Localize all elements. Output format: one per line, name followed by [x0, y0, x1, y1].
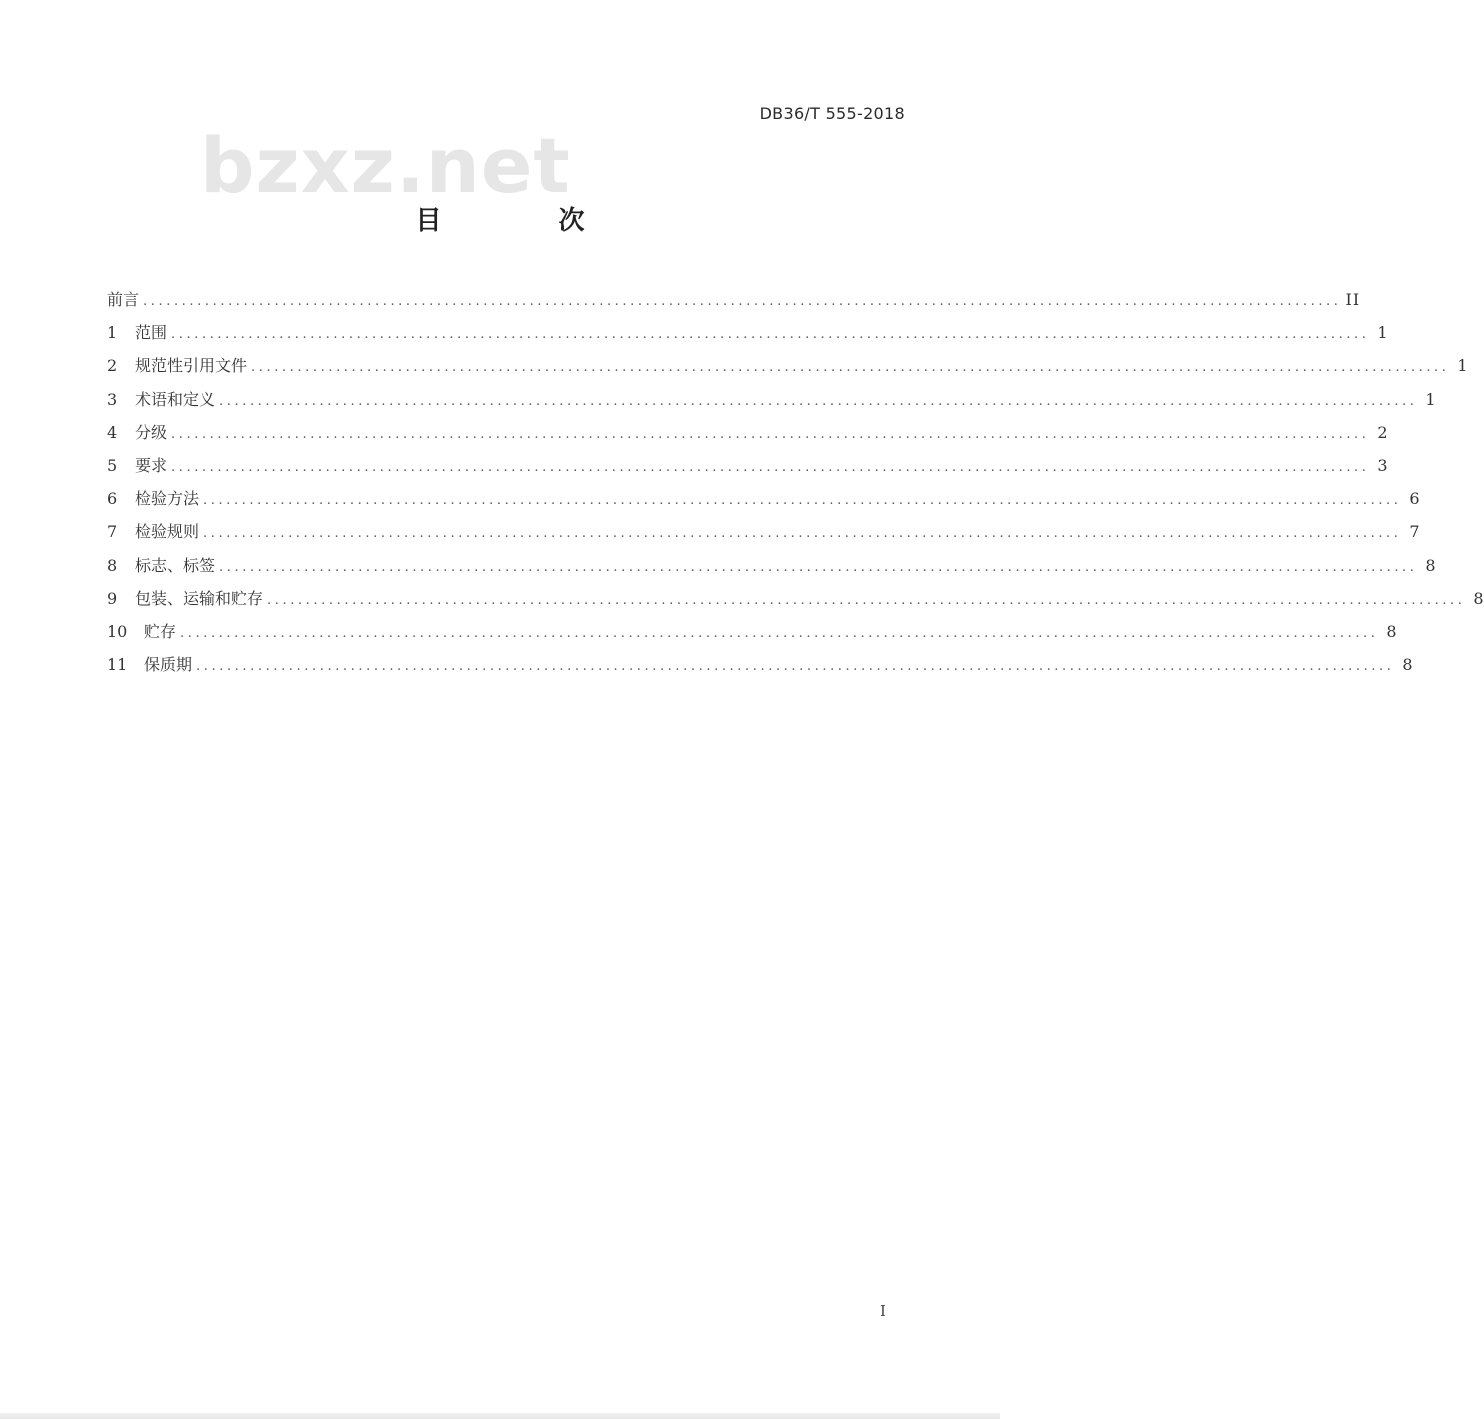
toc-entry-label: 范围 — [135, 323, 168, 343]
toc-leader-dots: ........................................................................................................................................................... — [171, 327, 1370, 343]
toc-entry-page: 8 — [1402, 655, 1413, 675]
toc-entry-number: 11 — [107, 655, 128, 675]
toc-leader-dots: ........................................................................................................................................................... — [143, 294, 1342, 309]
standard-code: DB36/T 555-2018 — [759, 104, 905, 123]
toc-leader-dots: ........................................................................................................................................................... — [196, 659, 1395, 675]
toc-entry-storage[interactable] — [107, 619, 1397, 652]
toc-entry-number: 5 — [107, 455, 118, 475]
toc-entry-requirements[interactable] — [107, 453, 1388, 486]
toc-entry-number: 7 — [107, 522, 118, 542]
toc-entry-inspection-rules[interactable] — [107, 519, 1420, 552]
toc-entry-foreword[interactable] — [107, 287, 1361, 320]
toc-leader-dots: ........................................................................................................................................................... — [203, 526, 1402, 542]
toc-entry-page: 2 — [1377, 422, 1388, 442]
toc-entry-number: 2 — [107, 356, 118, 376]
toc-leader-dots: ........................................................................................................................................................... — [267, 592, 1466, 608]
toc-entry-number: 10 — [107, 621, 128, 641]
toc-entry-page: 7 — [1409, 522, 1420, 542]
toc-title: 目 次 — [415, 206, 639, 236]
toc-entry-page: 8 — [1425, 555, 1436, 575]
toc-entry-shelf-life[interactable] — [107, 652, 1413, 685]
watermark: bzxz.net — [200, 121, 571, 210]
toc-leader-dots: ........................................................................................................................................................... — [219, 393, 1418, 409]
toc-leader-dots: ........................................................................................................................................................... — [171, 426, 1370, 442]
toc-entry-page: II — [1345, 290, 1361, 309]
toc-entry-label: 要求 — [135, 455, 168, 475]
toc-entry-page: 8 — [1386, 621, 1397, 641]
toc-entry-terms-definitions[interactable] — [107, 387, 1436, 420]
toc-entry-label: 标志、标签 — [135, 555, 216, 575]
toc-leader-dots: ........................................................................................................................................................... — [251, 360, 1450, 376]
toc-entry-label: 检验方法 — [135, 489, 200, 509]
toc-entry-number: 4 — [107, 422, 118, 442]
toc-entry-label: 保质期 — [144, 655, 193, 675]
toc-entry-page: 1 — [1425, 389, 1436, 409]
toc-entry-label: 分级 — [135, 422, 168, 442]
toc-leader-dots: ........................................................................................................................................................... — [180, 625, 1379, 641]
toc-entry-label: 检验规则 — [135, 522, 200, 542]
toc-entry-number: 9 — [107, 588, 118, 608]
toc-entry-page: 6 — [1409, 489, 1420, 509]
toc-leader-dots: ........................................................................................................................................................... — [219, 559, 1418, 575]
toc-entry-scope[interactable] — [107, 320, 1388, 353]
page-number: I — [880, 1302, 886, 1320]
toc-entry-label: 包装、运输和贮存 — [135, 588, 264, 608]
toc-leader-dots: ........................................................................................................................................................... — [203, 493, 1402, 509]
toc-entry-marking-labelling[interactable] — [107, 553, 1436, 586]
toc-entry-label: 贮存 — [144, 621, 177, 641]
toc-list — [107, 287, 1484, 685]
toc-entry-label: 前言 — [107, 290, 140, 309]
toc-entry-page: 8 — [1473, 588, 1484, 608]
toc-entry-page: 1 — [1377, 323, 1388, 343]
toc-leader-dots: ........................................................................................................................................................... — [171, 459, 1370, 475]
toc-entry-page: 1 — [1457, 356, 1468, 376]
toc-entry-normative-references[interactable] — [107, 353, 1468, 386]
page-bottom-edge — [0, 1413, 1000, 1419]
toc-entry-number: 6 — [107, 489, 118, 509]
toc-entry-number: 1 — [107, 323, 118, 343]
toc-entry-packaging-transport-storage[interactable] — [107, 586, 1484, 619]
toc-entry-label: 规范性引用文件 — [135, 356, 248, 376]
toc-entry-number: 3 — [107, 389, 118, 409]
toc-entry-number: 8 — [107, 555, 118, 575]
toc-entry-test-methods[interactable] — [107, 486, 1420, 519]
toc-entry-page: 3 — [1377, 455, 1388, 475]
toc-entry-grading[interactable] — [107, 420, 1388, 453]
toc-entry-label: 术语和定义 — [135, 389, 216, 409]
